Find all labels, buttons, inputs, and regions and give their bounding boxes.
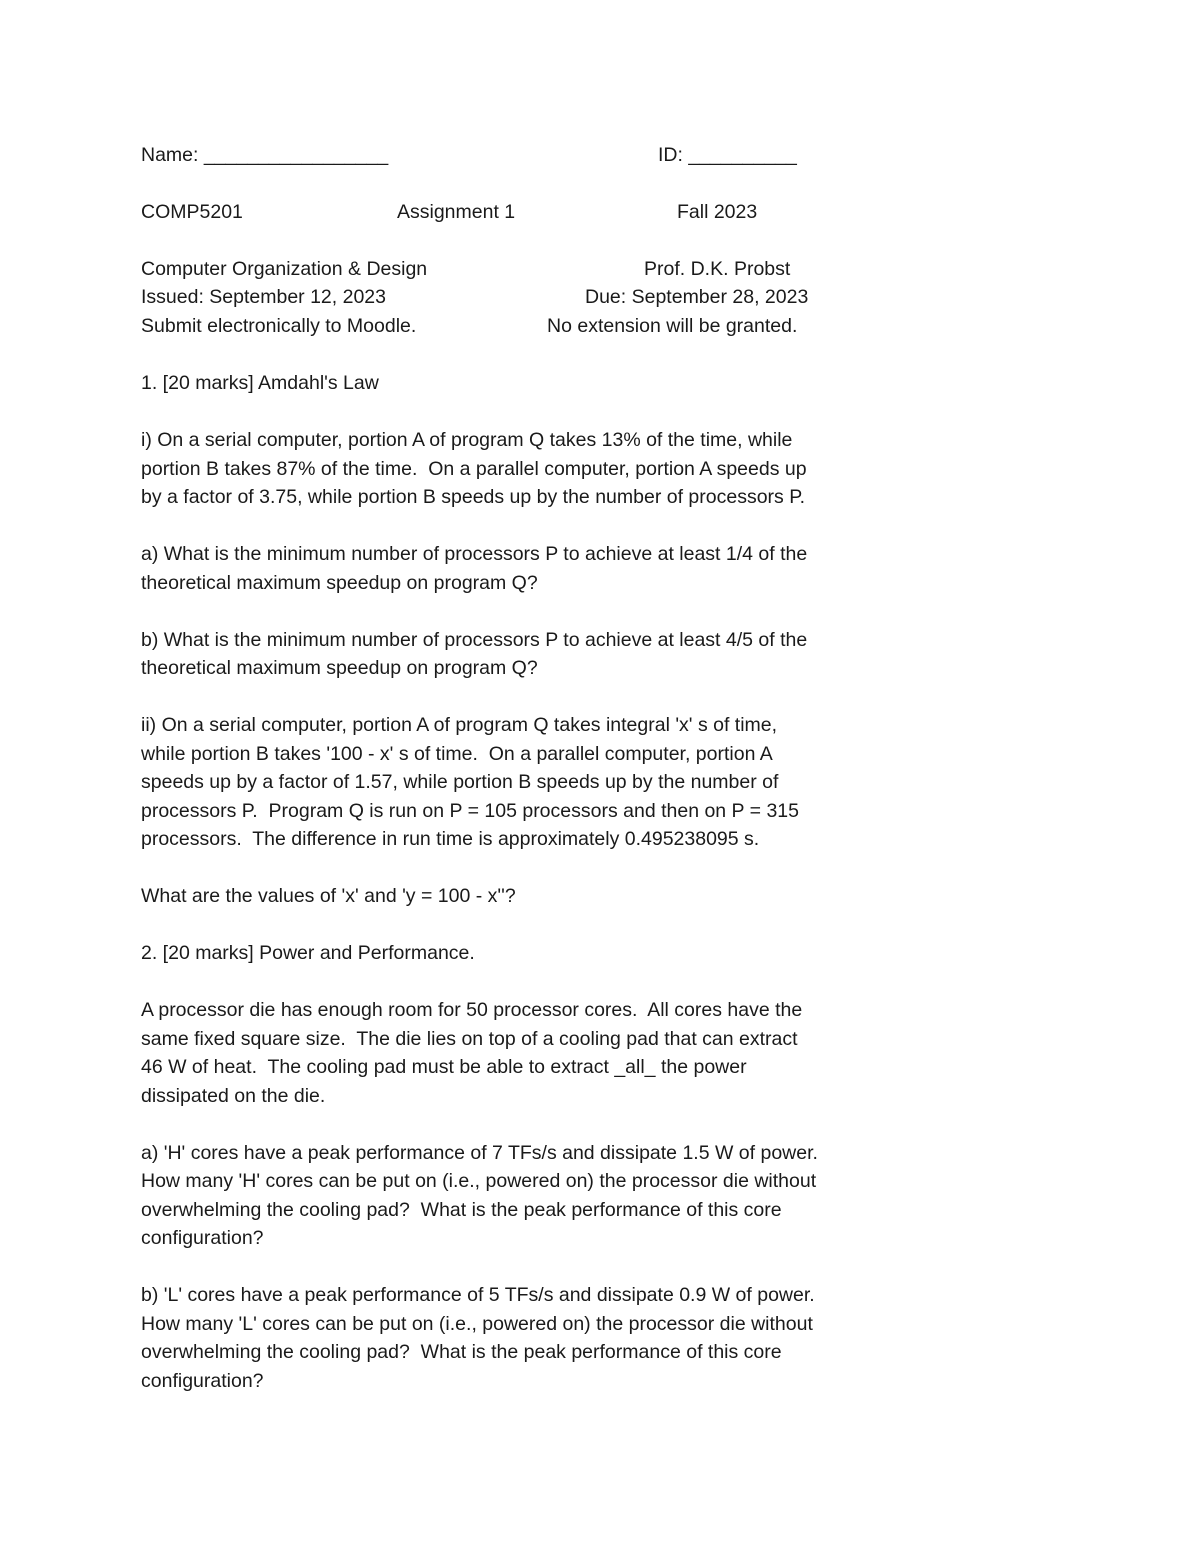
q2-part-a-line: configuration? xyxy=(141,1227,264,1249)
q2-part-b-line: How many 'L' cores can be put on (i.e., powered on) the processor die without xyxy=(141,1313,813,1335)
q2-part-b-line: configuration? xyxy=(141,1370,264,1392)
q1-part-a-line: theoretical maximum speedup on program Q? xyxy=(141,572,538,594)
term: Fall 2023 xyxy=(677,201,758,223)
submit-instructions: Submit electronically to Moodle. xyxy=(141,315,417,337)
id-field-label: ID: __________ xyxy=(658,144,797,166)
due-date: Due: September 28, 2023 xyxy=(585,286,809,308)
q2-intro-line: 46 W of heat. The cooling pad must be able to extract _all_ the power xyxy=(141,1056,747,1078)
q2-part-a-line: overwhelming the cooling pad? What is the peak performance of this core xyxy=(141,1199,782,1221)
q1-part-ii-line: processors P. Program Q is run on P = 105 processors and then on P = 315 xyxy=(141,800,799,822)
course-code: COMP5201 xyxy=(141,201,243,223)
q2-intro-line: dissipated on the die. xyxy=(141,1085,326,1107)
extension-policy: No extension will be granted. xyxy=(547,315,798,337)
issued-date: Issued: September 12, 2023 xyxy=(141,286,386,308)
question-2-heading: 2. [20 marks] Power and Performance. xyxy=(141,942,475,964)
q2-part-a-line: How many 'H' cores can be put on (i.e., powered on) the processor die without xyxy=(141,1170,817,1192)
q1-part-i-line: by a factor of 3.75, while portion B speeds up by the number of processors P. xyxy=(141,486,806,508)
professor-name: Prof. D.K. Probst xyxy=(644,258,791,280)
assignment-title: Assignment 1 xyxy=(397,201,516,223)
q1-final-question: What are the values of 'x' and 'y = 100 - x''? xyxy=(141,885,516,907)
q1-part-ii-line: processors. The difference in run time is approximately 0.495238095 s. xyxy=(141,828,760,850)
q2-part-b-line: overwhelming the cooling pad? What is the peak performance of this core xyxy=(141,1341,782,1363)
q2-intro-line: A processor die has enough room for 50 processor cores. All cores have the xyxy=(141,999,803,1021)
q1-part-i-line: portion B takes 87% of the time. On a parallel computer, portion A speeds up xyxy=(141,458,807,480)
q1-part-ii-line: ii) On a serial computer, portion A of program Q takes integral 'x' s of time, xyxy=(141,714,778,736)
q2-intro-line: same fixed square size. The die lies on top of a cooling pad that can extract xyxy=(141,1028,798,1050)
q1-part-b-line: b) What is the minimum number of processors P to achieve at least 4/5 of the xyxy=(141,629,808,651)
q1-part-b-line: theoretical maximum speedup on program Q? xyxy=(141,657,538,679)
q1-part-a-line: a) What is the minimum number of processors P to achieve at least 1/4 of the xyxy=(141,543,808,565)
q2-part-b-line: b) 'L' cores have a peak performance of 5 TFs/s and dissipate 0.9 W of power. xyxy=(141,1284,815,1306)
question-1-heading: 1. [20 marks] Amdahl's Law xyxy=(141,372,379,394)
q1-part-i-line: i) On a serial computer, portion A of program Q takes 13% of the time, while xyxy=(141,429,793,451)
q1-part-ii-line: while portion B takes '100 - x' s of time. On a parallel computer, portion A xyxy=(141,743,773,765)
q2-part-a-line: a) 'H' cores have a peak performance of 7 TFs/s and dissipate 1.5 W of power. xyxy=(141,1142,818,1164)
course-title: Computer Organization & Design xyxy=(141,258,428,280)
q1-part-ii-line: speeds up by a factor of 1.57, while portion B speeds up by the number of xyxy=(141,771,779,793)
name-field-label: Name: _________________ xyxy=(141,144,389,166)
